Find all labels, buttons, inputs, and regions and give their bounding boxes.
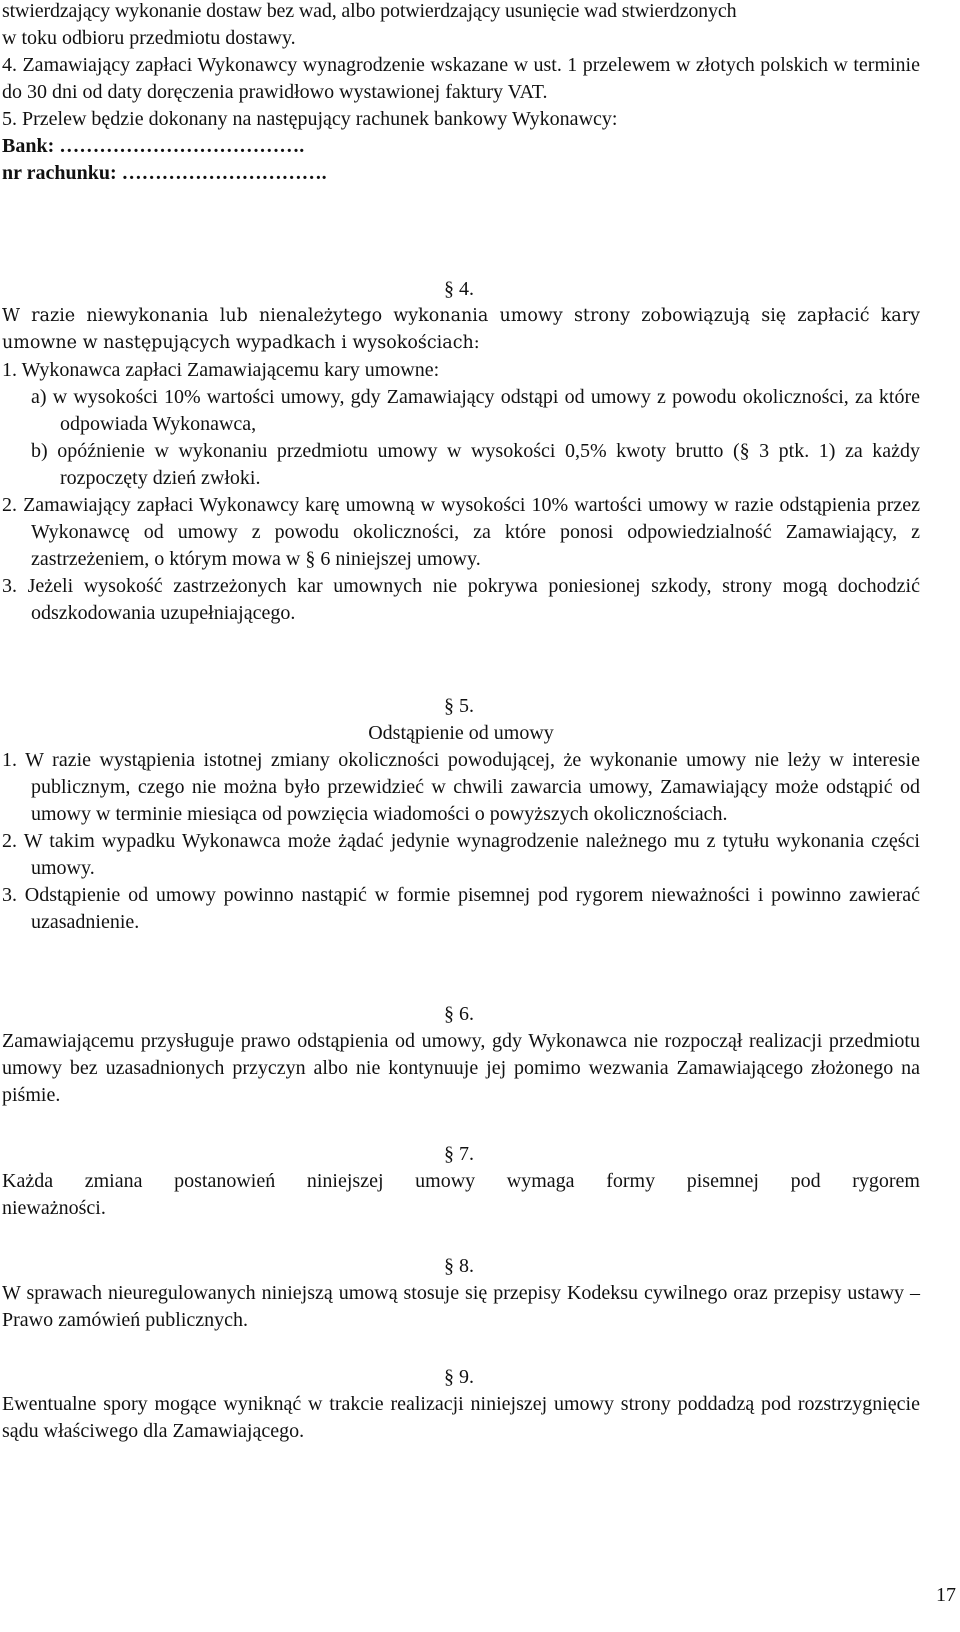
paragraph: 2. Zamawiający zapłaci Wykonawcy karę umowną w wysokości 10% wartości umowy w razie odstąpienia przez Wykonawcę od umowy z powodu okoliczności, za które ponosi odpowiedzialność Zamawiający, z zastrzeżeniem, o którym mowa w § 6 niniejszej umowy. bbox=[2, 494, 920, 570]
bank-line: Bank: ………………………………. bbox=[2, 135, 305, 157]
section-9 bbox=[2, 1364, 920, 1445]
section-6 bbox=[2, 1001, 920, 1109]
paragraph: Ewentualne spory mogące wyniknąć w trakcie realizacji niniejszej umowy strony poddadzą pod rozstrzygnięcie sądu właściwego dla Zamawiającego. bbox=[2, 1393, 920, 1442]
account-line: nr rachunku: …………………………. bbox=[2, 162, 327, 184]
page-number: 17 bbox=[936, 1584, 956, 1606]
section-7 bbox=[2, 1141, 920, 1222]
paragraph: 3. Jeżeli wysokość zastrzeżonych kar umownych nie pokrywa poniesionej szkody, strony mogą dochodzić odszkodowania uzupełniającego. bbox=[2, 575, 920, 624]
paragraph: 3. Odstąpienie od umowy powinno nastąpić w formie pisemnej pod rygorem nieważności i powinno zawierać uzasadnienie. bbox=[2, 884, 920, 933]
text-line: w toku odbioru przedmiotu dostawy. bbox=[2, 27, 296, 49]
section-5 bbox=[2, 693, 920, 936]
section-4 bbox=[2, 276, 920, 627]
top-section bbox=[2, 0, 920, 187]
list-item: a) w wysokości 10% wartości umowy, gdy Zamawiający odstąpi od umowy z powodu okoliczności, za które odpowiada Wykonawca, bbox=[31, 386, 920, 435]
paragraph: 1. W razie wystąpienia istotnej zmiany okoliczności powodującej, że wykonanie umowy nie leży w interesie publicznym, czego nie można było przewidzieć w chwili zawarcia umowy, Zamawiający może odstąpić od umowy w terminie miesiąca od powzięcia wiadomości o powyższych okolicznościach. bbox=[2, 749, 920, 825]
paragraph: 2. W takim wypadku Wykonawca może żądać jedynie wynagrodzenie należnego mu z tytułu wykonania części umowy. bbox=[2, 830, 920, 879]
paragraph: Zamawiającemu przysługuje prawo odstąpienia od umowy, gdy Wykonawca nie rozpoczął realizacji przedmiotu umowy bez uzasadnionych przyczyn albo nie kontynuuje jej pomimo wezwania Zamawiającego złożonego na piśmie. bbox=[2, 1030, 920, 1106]
paragraph: 1. Wykonawca zapłaci Zamawiającemu kary umowne: bbox=[2, 359, 440, 381]
paragraph: W razie niewykonania lub nienależytego wykonania umowy strony zobowiązują się zapłacić kary umowne w następujących wypadkach i wysokościach: bbox=[2, 306, 920, 353]
paragraph: Każda zmiana postanowień niniejszej umowy wymaga formy pisemnej pod rygorem nieważności. bbox=[2, 1170, 920, 1219]
section-number: § 5. bbox=[444, 695, 474, 717]
section-8 bbox=[2, 1253, 920, 1334]
section-number: § 7. bbox=[444, 1143, 474, 1165]
section-number: § 6. bbox=[444, 1003, 474, 1025]
section-number: § 8. bbox=[444, 1255, 474, 1277]
paragraph: 5. Przelew będzie dokonany na następujący rachunek bankowy Wykonawcy: bbox=[2, 108, 618, 130]
paragraph: W sprawach nieuregulowanych niniejszą umową stosuje się przepisy Kodeksu cywilnego oraz przepisy ustawy – Prawo zamówień publicznych. bbox=[2, 1282, 920, 1331]
list-item: b) opóźnienie w wykonaniu przedmiotu umowy w wysokości 0,5% kwoty brutto (§ 3 ptk. 1) za każdy rozpoczęty dzień zwłoki. bbox=[31, 440, 920, 489]
section-title: Odstąpienie od umowy bbox=[368, 722, 554, 744]
paragraph: 4. Zamawiający zapłaci Wykonawcy wynagrodzenie wskazane w ust. 1 przelewem w złotych polskich w terminie do 30 dni od daty doręczenia prawidłowo wystawionej faktury VAT. bbox=[2, 54, 920, 103]
section-number: § 4. bbox=[444, 278, 474, 300]
section-number: § 9. bbox=[444, 1366, 474, 1388]
text-line: stwierdzający wykonanie dostaw bez wad, albo potwierdzający usunięcie wad stwierdzonych bbox=[2, 0, 737, 22]
